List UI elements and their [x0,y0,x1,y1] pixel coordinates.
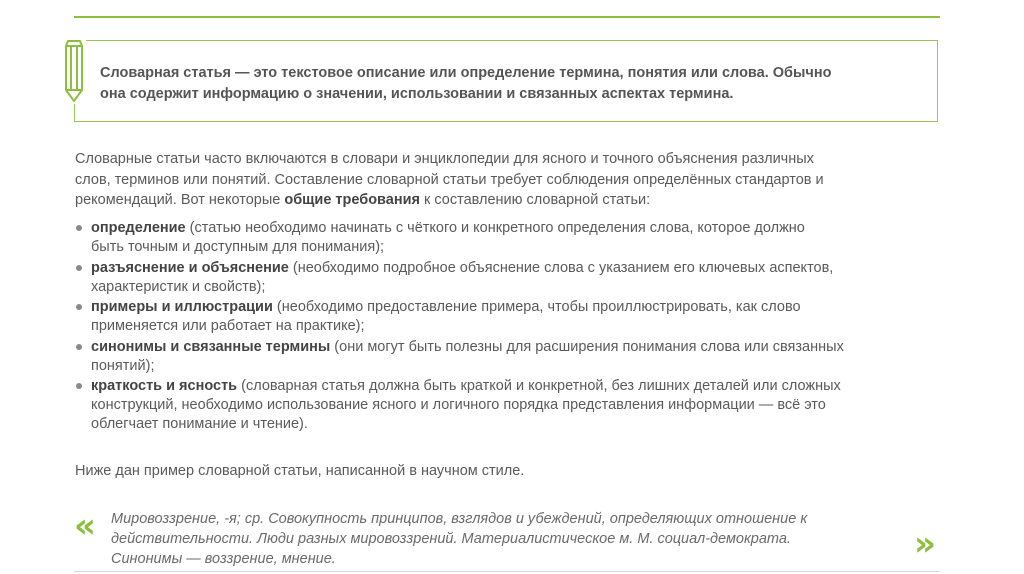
requirement-term: разъяснение и объяснение [91,259,289,276]
requirement-description: (словарная статья должна быть краткой и конкретной, без лишних деталей или сложных [237,378,841,394]
example-quote-line: Синонимы — воззрение, мнение. [111,551,336,567]
requirement-description: быть точным и доступным для понимания); [91,239,385,255]
list-item [75,219,955,257]
example-quote-text [111,509,891,569]
intro-text: к составлению словарной статьи: [419,192,651,208]
requirement-term: примеры и иллюстрации [91,299,273,315]
requirement-description: (они могут быть полезны для расширения понимания слова или связанных [330,338,844,355]
example-quote-line: Мировоззрение, -я; ср. Совокупность принципов, взглядов и убеждений, определяющих отношение к [111,511,808,527]
requirement-description: (необходимо предоставление примера, чтобы проиллюстрировать, как слово [272,299,801,315]
example-intro-text: Ниже дан пример словарной статьи, написанной в научном стиле. [75,463,525,479]
list-item [75,259,955,297]
requirement-description: понятий); [91,357,155,374]
intro-emphasis: общие требования [284,192,420,208]
requirement-term: синонимы и связанные термины [91,338,331,355]
requirement-description: (необходимо подробное объяснение слова с указанием его ключевых аспектов, [288,259,834,276]
intro-paragraph [75,149,955,211]
requirement-description: конструкций, необходимо использование ясного и логичного порядка представления информации — всё это [91,397,826,413]
open-quote-icon: « [74,506,96,546]
requirement-description: характеристик и свойств); [91,278,266,295]
list-item [75,338,955,376]
list-item [75,298,955,336]
bullet-icon [76,304,82,310]
intro-line: слов, терминов или понятий. Составление словарной статьи требует соблюдения определённых стандартов и [75,171,824,188]
pencil-icon [62,38,86,104]
requirements-list [75,219,955,436]
bullet-icon [76,383,82,389]
bottom-divider [74,571,940,572]
requirement-description: применяется или работает на практике); [91,318,365,334]
intro-line [75,190,955,211]
requirement-term: краткость и ясность [91,378,238,394]
list-item [75,377,955,434]
intro-line: Словарные статьи часто включаются в словари и энциклопедии для ясного и точного объяснения различных [75,151,814,167]
definition-note-text [100,63,920,105]
requirement-term: определение [91,220,186,236]
intro-text: рекомендаций. Вот некоторые [75,192,285,208]
definition-note-line: Словарная статья — это текстовое описание или определение термина, понятия или слова. Обычно [100,65,832,81]
bullet-icon [76,344,82,350]
definition-note-line: она содержит информацию о значении, использовании и связанных аспектах термина. [100,86,734,102]
close-quote-icon: » [914,524,936,564]
bullet-icon [76,225,82,231]
example-quote-line: действительности. Люди разных мировоззрений. Материалистическое м. М. социал-демократа. [111,531,791,547]
bullet-icon [76,265,82,271]
requirement-description: (статью необходимо начинать с чёткого и конкретного определения слова, которое должно [185,220,805,236]
top-divider [74,16,940,18]
requirement-description: облегчает понимание и чтение). [91,416,308,432]
